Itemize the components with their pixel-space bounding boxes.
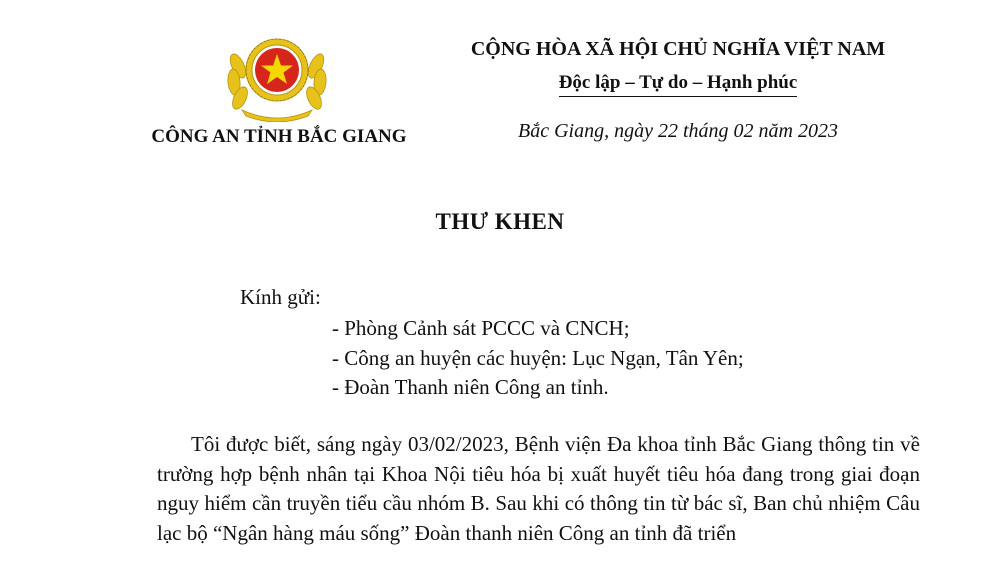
greeting: Kính gửi:	[240, 285, 321, 309]
document-title: THƯ KHEN	[435, 209, 565, 234]
body-text: Tôi được biết, sáng ngày 03/02/2023, Bệnh viện Đa khoa tỉnh Bắc Giang thông tin về trường hợp bệnh nhân tại Khoa Nội tiêu hóa bị xuất huyết tiêu hóa đang trong giai đoạn nguy hiểm cần truyền tiểu cầu nhóm B. Sau khi có thông tin từ bác sĩ, Ban chủ nhiệm Câu lạc bộ “Ngân hàng máu sống” Đoàn thanh niên Công an tỉnh đã triển	[157, 432, 920, 545]
national-title: CỘNG HÒA XÃ HỘI CHỦ NGHĨA VIỆT NAM	[470, 38, 886, 60]
police-emblem-icon	[222, 26, 332, 122]
recipient-item: - Phòng Cảnh sát PCCC và CNCH;	[332, 316, 630, 340]
place-date: Bắc Giang, ngày 22 tháng 02 năm 2023	[518, 120, 838, 142]
recipient-item: - Công an huyện các huyện: Lục Ngạn, Tân Yên;	[332, 345, 744, 370]
motto-container	[440, 72, 916, 97]
body-paragraph	[157, 430, 920, 548]
recipient-item: - Đoàn Thanh niên Công an tỉnh.	[332, 375, 609, 399]
agency-name: CÔNG AN TỈNH BẮC GIANG	[151, 126, 407, 147]
recipient-list	[332, 314, 744, 403]
national-motto: Độc lập – Tự do – Hạnh phúc	[559, 72, 798, 97]
